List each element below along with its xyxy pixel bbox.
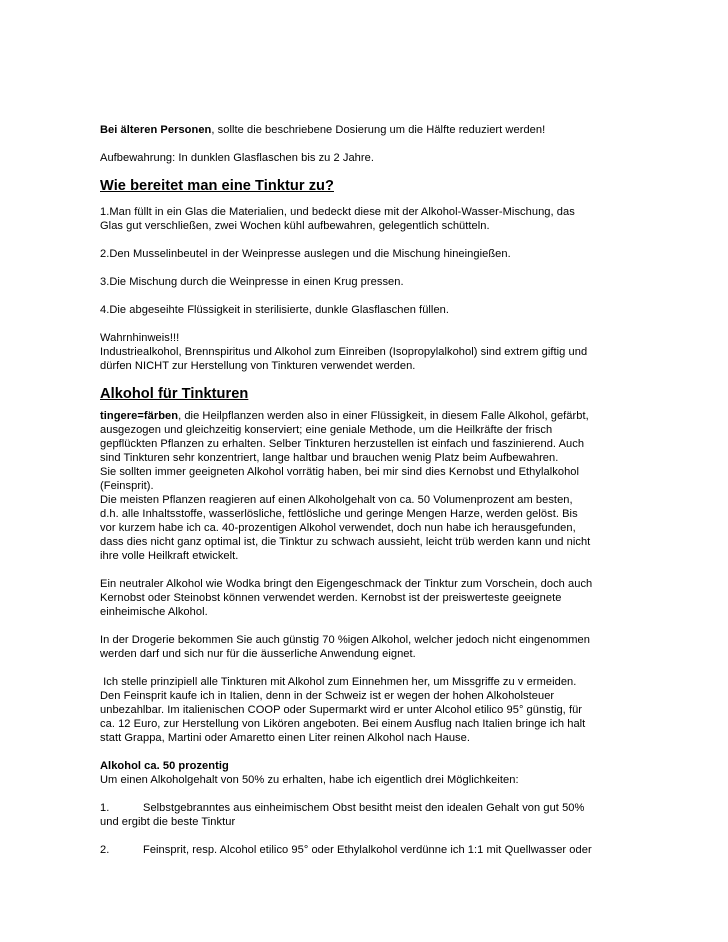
storage-note: Aufbewahrung: In dunklen Glasflaschen bis zu 2 Jahre. [100,152,374,164]
heading-alcohol: Alkohol für Tinkturen [100,386,249,402]
elderly-note-bold: Bei älteren Personen [100,124,212,136]
tingere-bold: tingere=färben [100,410,179,422]
step-4: 4.Die abgeseihte Flüssigkeit in sterilisierte, dunkle Glasflaschen füllen. [100,304,450,316]
vodka-line-2: Kernobst oder Steinobst können verwendet werden. Kernobst ist der preiswerteste geeignete [100,592,562,604]
tingere-line-8: d.h. alle Inhaltsstoffe, wasserlösliche, fettlösliche und geringe Mengen Harze, werden gelöst. Bis [100,508,578,520]
step-3: 3.Die Mischung durch die Weinpresse in einen Krug pressen. [100,276,404,288]
ca50-text: Um einen Alkoholgehalt von 50% zu erhalten, habe ich eigentlich drei Möglichkeiten: [100,774,519,786]
tingere-line-4: sind Tinkturen sehr konzentriert, lange haltbar und brauchen wenig Platz beim Aufbewahren. [100,452,559,464]
option-1-line-2: und ergibt die beste Tinktur [100,816,236,828]
drogerie-line-2: werden darf und sich nur für die äusserliche Anwendung eignet. [100,648,416,660]
italy-line-3: unbezahlbar. Im italienischen COOP oder Supermarkt wird er unter Alcohol etilico 95° günstig, für [100,704,583,716]
tingere-line-7: Die meisten Pflanzen reagieren auf einen Alkoholgehalt von ca. 50 Volumenprozent am besten, [100,494,573,506]
step-1-line-1: 1.Man füllt in ein Glas die Materialien, und bedeckt diese mit der Alkohol-Wasser-Mischung, das [100,206,575,218]
tingere-line-2: ausgezogen und gleichzeitig konserviert; eine geniale Methode, um die Heilkräfte der frisch [100,424,553,436]
ca50-title: Alkohol ca. 50 prozentig [100,760,229,772]
italy-line-4: ca. 12 Euro, zur Herstellung von Likören angeboten. Bei einem Ausflug nach Italien bringe ich halt [100,718,586,730]
vodka-line-1: Ein neutraler Alkohol wie Wodka bringt den Eigengeschmack der Tinktur zum Vorschein, doch auch [100,578,593,590]
heading-prepare: Wie bereitet man eine Tinktur zu? [100,178,334,194]
tingere-line-1-text: , die Heilpflanzen werden also in einer Flüssigkeit, in diesem Falle Alkohol, gefärbt, [178,410,589,422]
option-2-text: Feinsprit, resp. Alcohol etilico 95° oder Ethylalkohol verdünne ich 1:1 mit Quellwasser oder [143,844,592,856]
step-2: 2.Den Musselinbeutel in der Weinpresse auslegen und die Mischung hineingießen. [100,248,511,260]
elderly-note-text: , sollte die beschriebene Dosierung um die Hälfte reduziert werden! [211,124,546,136]
italy-line-5: statt Grappa, Martini oder Amaretto einen Liter reinen Alkohol nach Hause. [100,732,470,744]
option-2-line-1 [100,843,630,857]
vodka-line-3: einheimische Alkohol. [100,606,208,618]
tingere-line-6: (Feinsprit). [100,480,154,492]
tingere-line-9: vor kurzem habe ich ca. 40-prozentigen Alkohol verwendet, doch nun habe ich herausgefunden, [100,522,576,534]
warning-line-2: dürfen NICHT zur Herstellung von Tinkturen verwendet werden. [100,360,416,372]
drogerie-line-1: In der Drogerie bekommen Sie auch günstig 70 %igen Alkohol, welcher jedoch nicht eingenommen [100,634,590,646]
italy-line-2: Den Feinsprit kaufe ich in Italien, denn in der Schweiz ist er wegen der hohen Alkoholsteuer [100,690,555,702]
option-1-number: 1. [100,802,110,814]
italy-line-1: Ich stelle prinzipiell alle Tinkturen mit Alkohol zum Einnehmen her, um Missgriffe zu v ermeiden. [100,676,577,688]
tingere-line-10: dass dies nicht ganz optimal ist, die Tinktur zu schwach aussieht, leicht trüb werden kann und nicht [100,536,591,548]
warning-line-1: Industriealkohol, Brennspiritus und Alkohol zum Einreiben (Isopropylalkohol) sind extrem giftig und [100,346,588,358]
option-1-text: Selbstgebranntes aus einheimischem Obst besitht meist den idealen Gehalt von gut 50% [143,802,585,814]
step-1-line-2: Glas gut verschließen, zwei Wochen kühl aufbewahren, gelegentlich schütteln. [100,220,490,232]
option-2-number: 2. [100,844,110,856]
tingere-line-1 [100,409,630,423]
option-1-line-1 [100,801,630,815]
elderly-note [100,123,630,137]
tingere-line-3: gepflückten Pflanzen zu erhalten. Selber Tinkturen herzustellen ist einfach und faszinierend. Auch [100,438,585,450]
tingere-line-11: ihre volle Heilkraft etwickelt. [100,550,239,562]
document-page [100,123,630,857]
warning-title: Wahrnhinweis!!! [100,332,180,344]
tingere-line-5: Sie sollten immer geeigneten Alkohol vorrätig haben, bei mir sind dies Kernobst und Ethylalkohol [100,466,580,478]
